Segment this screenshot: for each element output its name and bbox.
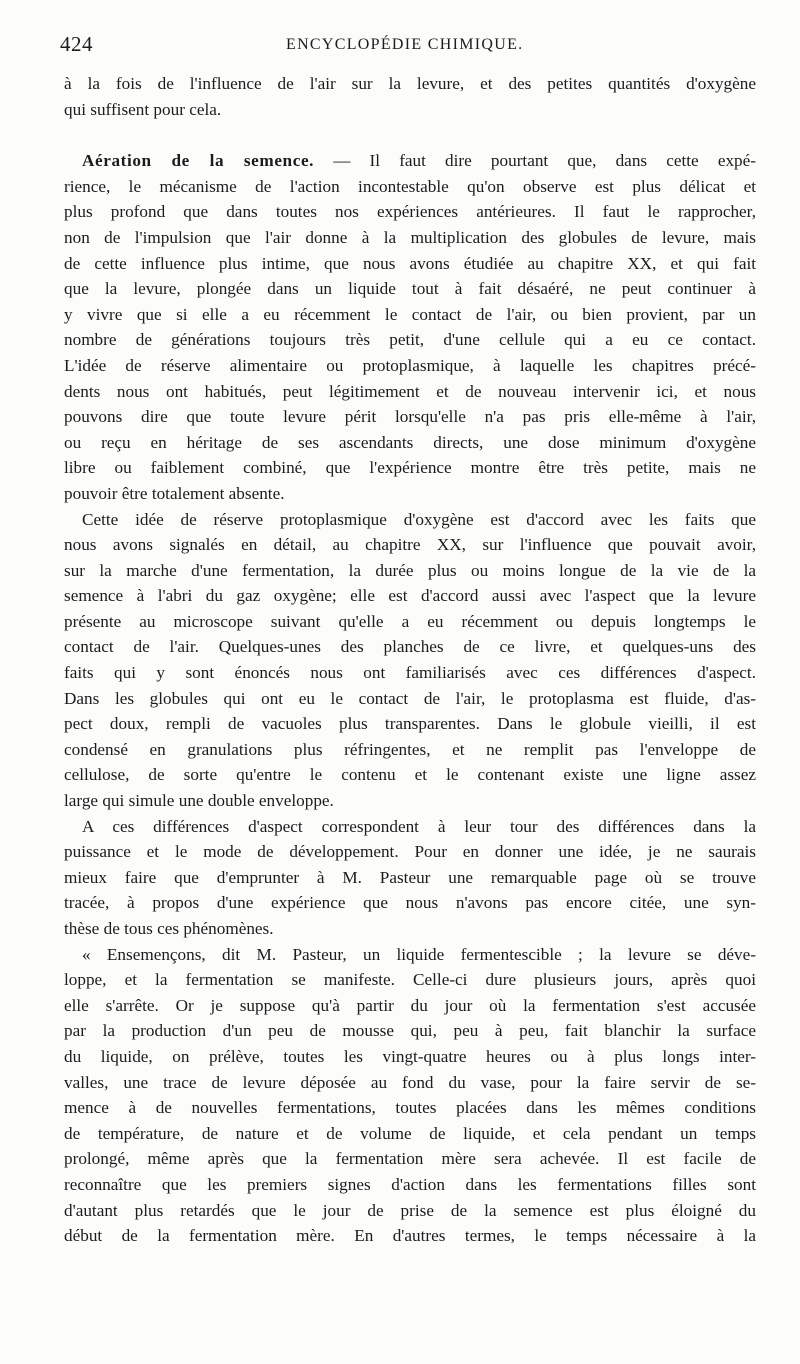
text-line: elle s'arrête. Or je suppose qu'à partir du jour où la fermentation s'est accusée [64, 995, 756, 1015]
text-line: début de la fermentation mère. En d'autres termes, le temps nécessaire à la [64, 1226, 756, 1246]
text-line: de température, de nature et de volume de liquide, et cela pendant un temps [64, 1123, 756, 1143]
text-line: présente au microscope suivant qu'elle a eu récemment ou depuis longtemps le [64, 611, 756, 631]
section-gap [64, 122, 756, 148]
text-line: Dans les globules qui ont eu le contact de l'air, le protoplasma est fluide, d'as- [64, 688, 756, 708]
text-line: par la production d'un peu de mousse qui, peu à peu, fait blanchir la surface [64, 1021, 756, 1041]
text-line: contact de l'air. Quelques-unes des planches de ce livre, et quelques-uns des [64, 637, 756, 657]
text-line: valles, une trace de levure déposée au fond du vase, pour la faire servir de se- [64, 1072, 756, 1092]
text-line: dents nous ont habitués, peut légitimement et de nouveau intervenir ici, et nous [64, 381, 756, 401]
running-title: ENCYCLOPÉDIE CHIMIQUE. [286, 36, 524, 53]
text-line: nombre de générations toujours très petit, d'une cellule qui a eu ce contact. [64, 330, 756, 350]
text-line: thèse de tous ces phénomènes. [64, 919, 274, 938]
text-line: prolongé, même après que la fermentation mère sera achevée. Il est facile de [64, 1149, 756, 1169]
section-first-line-text: — Il faut dire pourtant que, dans cette expé- [314, 151, 756, 171]
text-line: y vivre que si elle a eu récemment le contact de l'air, ou bien provient, par un [64, 304, 756, 324]
text-line: pouvons dire que toute levure périt lorsqu'elle n'a pas pris elle-même à l'air, [64, 407, 756, 427]
text-line: pouvoir être totalement absente. [64, 483, 285, 503]
text-line: « Ensemençons, dit M. Pasteur, un liquide fermentescible ; la levure se déve- [82, 944, 756, 964]
text-line: sur la marche d'une fermentation, la durée plus ou moins longue de la vie de la [64, 560, 756, 580]
text-line: que la levure, plongée dans un liquide tout à fait désaéré, ne peut continuer à [64, 279, 756, 299]
text-line: L'idée de réserve alimentaire ou protoplasmique, à laquelle les chapitres précé- [64, 355, 756, 375]
text-line: ou reçu en héritage de ses ascendants directs, une dose minimum d'oxygène [64, 432, 756, 452]
page-number: 424 [60, 32, 93, 56]
paragraph-differences [64, 814, 756, 942]
intro-paragraph [64, 71, 756, 122]
text-line: libre ou faiblement combiné, que l'expérience montre être très petite, mais ne [64, 458, 756, 478]
text-line: non de l'impulsion que l'air donne à la multiplication des globules de levure, mais [64, 227, 756, 247]
text-line: d'autant plus retardés que le jour de prise de la semence est plus éloigné du [64, 1200, 756, 1220]
text-line: condensé en granulations plus réfringentes, et ne remplit pas l'enveloppe de [64, 739, 756, 759]
text-line: large qui simule une double enveloppe. [64, 791, 334, 811]
text-line: à la fois de l'influence de l'air sur la levure, et des petites quantités d'oxygène [64, 74, 756, 93]
text-line: Cette idée de réserve protoplasmique d'oxygène est d'accord avec les faits que [82, 509, 756, 529]
text-line: puissance et le mode de développement. Pour en donner une idée, je ne saurais [64, 842, 756, 862]
text-line: semence à l'abri du gaz oxygène; elle est d'accord aussi avec l'aspect que la levure [64, 586, 756, 606]
text-line: cellulose, de sorte qu'entre le contenu et le contenant existe une ligne assez [64, 765, 756, 785]
paragraph-pasteur-quote [64, 942, 756, 1249]
section-aeration [64, 148, 756, 506]
body-text [64, 71, 756, 1249]
text-line: mence à de nouvelles fermentations, toutes placées dans les mêmes conditions [64, 1098, 756, 1118]
text-line: plus profond que dans toutes nos expériences antérieures. Il faut le rapprocher, [64, 202, 756, 222]
text-line: rience, le mécanisme de l'action incontestable qu'on observe est plus délicat et [64, 176, 756, 196]
page-header [60, 32, 760, 62]
text-line: nous avons signalés en détail, au chapitre XX, sur l'influence que pouvait avoir, [64, 535, 756, 555]
text-line: mieux faire que d'emprunter à M. Pasteur une remarquable page où se trouve [64, 867, 756, 887]
text-line: qui suffisent pour cela. [64, 99, 222, 119]
text-line: tracée, à propos d'une expérience que nous n'avons pas encore citée, une syn- [64, 893, 756, 913]
section-title: Aération de la semence. [82, 151, 315, 171]
section-first-line [64, 148, 756, 174]
text-line: du liquide, on prélève, toutes les vingt-quatre heures ou à plus longs inter- [64, 1046, 756, 1066]
text-line: pect doux, rempli de vacuoles plus transparentes. Dans le globule vieilli, il est [64, 714, 756, 734]
text-line: de cette influence plus intime, que nous avons étudiée au chapitre XX, et qui fait [64, 253, 756, 273]
text-line: loppe, et la fermentation se manifeste. Celle-ci dure plusieurs jours, après quoi [64, 970, 756, 990]
text-line: A ces différences d'aspect correspondent à leur tour des différences dans la [82, 816, 756, 836]
paragraph-reserve [64, 507, 756, 814]
text-line: faits qui y sont énoncés nous ont familiarisés avec ces différences d'aspect. [64, 663, 756, 683]
text-line: reconnaître que les premiers signes d'action dans les fermentations filles sont [64, 1174, 756, 1194]
